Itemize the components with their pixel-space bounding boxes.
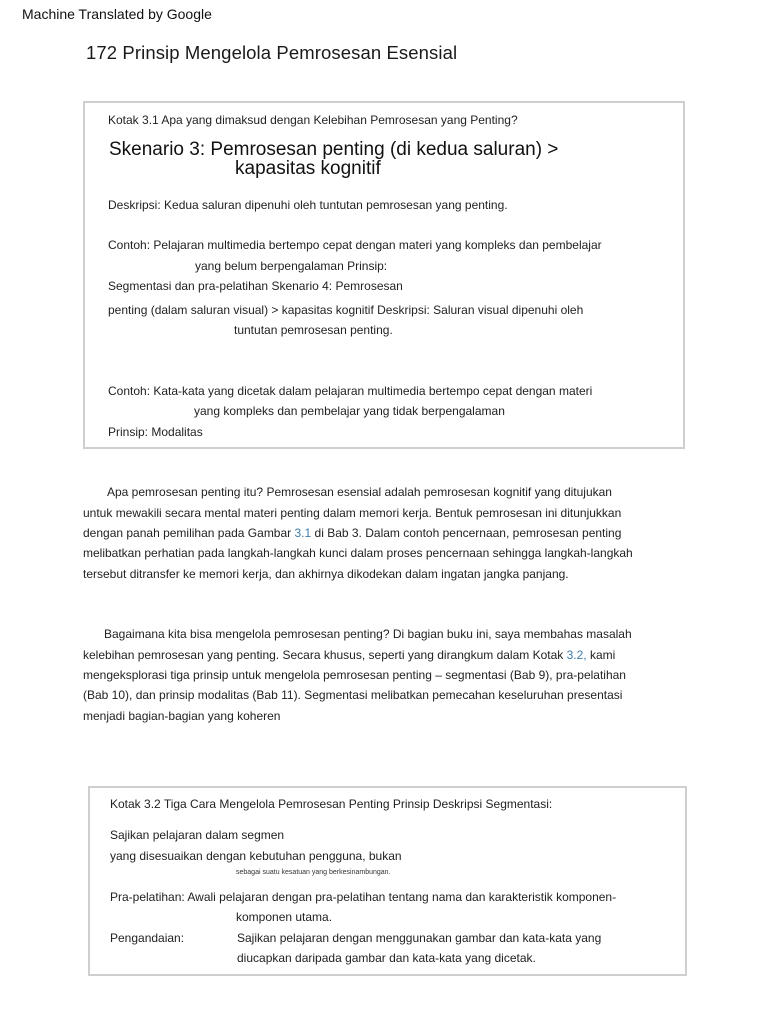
para2-line2-pre: kelebihan pemrosesan yang penting. Secara khusus, seperti yang dirangkum dalam Kotak [83,648,567,662]
box2-modality-line2: diucapkan daripada gambar dan kata-kata yang dicetak. [237,951,536,965]
para1-line2: untuk mewakili secara mental materi penting dalam memori kerja. Bentuk pemrosesan ini ditunjukkan [83,506,622,520]
para2-line5: menjadi bagian-bagian yang koheren [83,709,281,723]
para1-line3 [83,526,621,540]
box1-caption: Kotak 3.1 Apa yang dimaksud dengan Kelebihan Pemrosesan yang Penting? [108,113,518,127]
page-heading: 172 Prinsip Mengelola Pemrosesan Esensial [86,42,458,63]
figure-3-1-link[interactable]: 3.1 [294,526,312,540]
box2-caption: Kotak 3.2 Tiga Cara Mengelola Pemrosesan Penting Prinsip Deskripsi Segmentasi: [110,797,553,811]
machine-translation-banner: Machine Translated by Google [22,6,212,22]
box1-scenario-title-line1: Skenario 3: Pemrosesan penting (di kedua saluran) > [109,139,559,160]
box1-example1-line1: Contoh: Pelajaran multimedia bertempo cepat dengan materi yang kompleks dan pembelajar [108,238,602,252]
box1-scenario-title-line2: kapasitas kognitif [235,158,381,179]
box2-segmentation-line1: Sajikan pelajaran dalam segmen [110,828,285,842]
para2-line1: Bagaimana kita bisa mengelola pemrosesan penting? Di bagian buku ini, saya membahas masalah [104,627,632,641]
para1-line3-post: di Bab 3. Dalam contoh pencernaan, pemrosesan penting [311,526,622,540]
box1-example2-line2: yang kompleks dan pembelajar yang tidak berpengalaman [194,404,505,418]
para2-line4: (Bab 10), dan prinsip modalitas (Bab 11). Segmentasi melibatkan pemecahan keseluruhan presentasi [83,688,623,702]
box1-example2-line1: Contoh: Kata-kata yang dicetak dalam pelajaran multimedia bertempo cepat dengan materi [108,384,593,398]
para2-line2 [83,648,615,662]
box1-description: Deskripsi: Kedua saluran dipenuhi oleh tuntutan pemrosesan yang penting. [108,198,508,212]
para2-line3: mengeksplorasi tiga prinsip untuk mengelola pemrosesan penting – segmentasi (Bab 9), pra-pelatihan [83,668,626,682]
box1-scenario4-line1: penting (dalam saluran visual) > kapasitas kognitif Deskripsi: Saluran visual dipenuhi oleh [108,303,584,317]
box2-segmentation-note: sebagai suatu kesatuan yang berkesinambungan. [236,869,391,876]
box2-modality-label: Pengandaian: [110,931,185,945]
box1-principle2: Prinsip: Modalitas [108,425,203,439]
box1-scenario4-line2: tuntutan pemrosesan penting. [234,323,393,337]
para1-line5: tersebut ditransfer ke memori kerja, dan akhirnya dikodekan dalam ingatan jangka panjang. [83,567,569,581]
box2-pretraining-line1: Pra-pelatihan: Awali pelajaran dengan pra-pelatihan tentang nama dan karakteristik komponen- [110,890,617,904]
box-3-2-link[interactable]: 3.2, [566,648,587,662]
para1-line1: Apa pemrosesan penting itu? Pemrosesan esensial adalah pemrosesan kognitif yang ditujukan [107,485,612,499]
box2-segmentation-line2: yang disesuaikan dengan kebutuhan pengguna, bukan [110,849,402,863]
para2-line2-post: kami [586,648,616,662]
para1-line3-pre: dengan panah pemilihan pada Gambar [83,526,295,540]
box2-modality-line1: Sajikan pelajaran dengan menggunakan gambar dan kata-kata yang [237,931,602,945]
para1-line4: melibatkan perhatian pada langkah-langkah kunci dalam proses pencernaan sehingga langkah-langkah [83,546,633,560]
box1-example1-line2: yang belum berpengalaman Prinsip: [195,259,388,273]
box1-principle1: Segmentasi dan pra-pelatihan Skenario 4: Pemrosesan [108,279,403,293]
box2-pretraining-line2: komponen utama. [236,910,333,924]
box-3-2 [88,786,687,976]
